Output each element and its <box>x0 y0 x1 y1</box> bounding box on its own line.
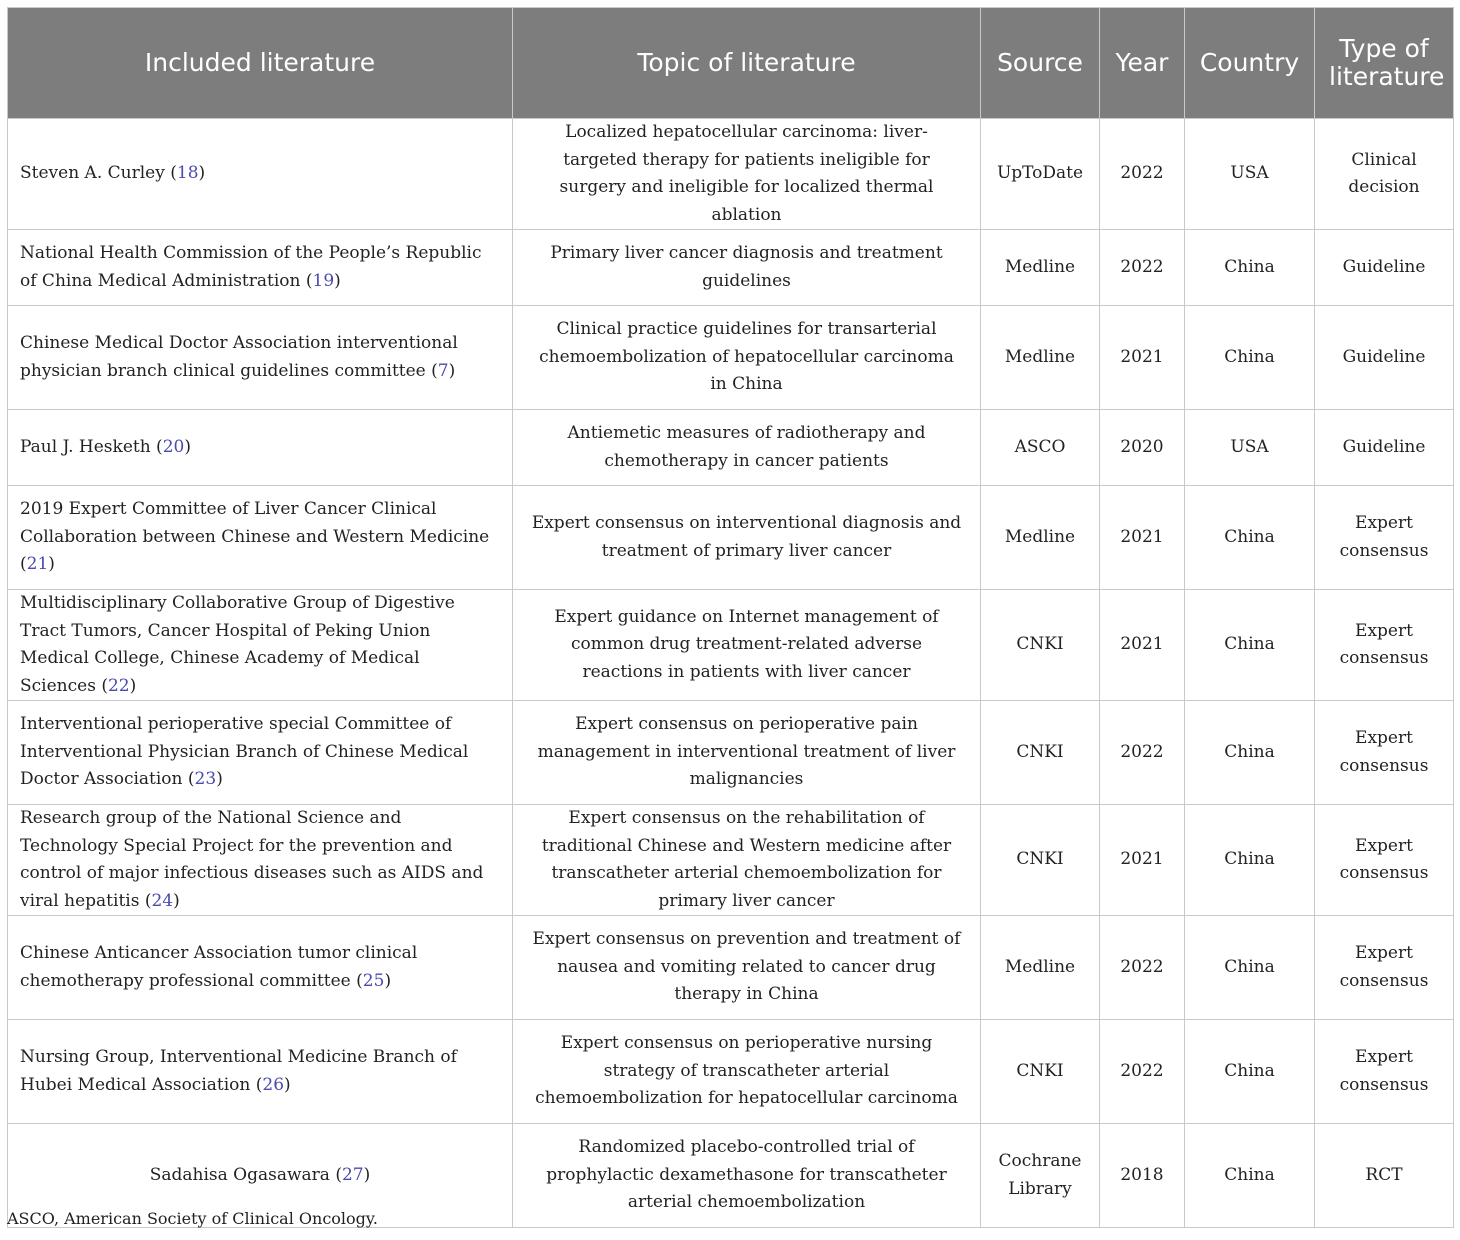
cell-year: 2022 <box>1100 1020 1185 1124</box>
reference-link[interactable]: 7 <box>437 360 449 381</box>
cell-included-literature: Sadahisa Ogasawara (27) <box>8 1124 513 1228</box>
cell-included-literature: Chinese Anticancer Association tumor clinical chemotherapy professional committee (25) <box>8 916 513 1020</box>
cell-topic: Randomized placebo-controlled trial of prophylactic dexamethasone for transcatheter arterial chemoembolization <box>513 1124 981 1228</box>
author-text: Sadahisa Ogasawara <box>149 1164 330 1185</box>
cell-year: 2022 <box>1100 230 1185 306</box>
cell-year: 2022 <box>1100 119 1185 230</box>
cell-country: China <box>1185 486 1315 590</box>
cell-year: 2018 <box>1100 1124 1185 1228</box>
cell-year: 2022 <box>1100 916 1185 1020</box>
reference-link[interactable]: 26 <box>262 1074 285 1095</box>
header-year: Year <box>1100 8 1185 119</box>
cell-topic: Localized hepatocellular carcinoma: liver-targeted therapy for patients ineligible for surgery and ineligible for localized thermal ablation <box>513 119 981 230</box>
table-row <box>8 306 1454 410</box>
cell-type: Expert consensus <box>1315 486 1454 590</box>
reference-link[interactable]: 21 <box>26 554 49 575</box>
author-text: 2019 Expert Committee of Liver Cancer Clinical Collaboration between Chinese and Western Medicine <box>20 499 490 547</box>
cell-type: Guideline <box>1315 306 1454 410</box>
cell-country: USA <box>1185 119 1315 230</box>
cell-included-literature: Chinese Medical Doctor Association interventional physician branch clinical guidelines committee (7) <box>8 306 513 410</box>
author-text: National Health Commission of the People’s Republic of China Medical Administration <box>20 243 482 291</box>
cell-country: China <box>1185 590 1315 701</box>
table-row <box>8 916 1454 1020</box>
cell-topic: Primary liver cancer diagnosis and treatment guidelines <box>513 230 981 306</box>
author-text: Chinese Anticancer Association tumor clinical chemotherapy professional committee <box>20 943 418 991</box>
reference-link[interactable]: 24 <box>151 890 174 911</box>
cell-topic: Expert consensus on prevention and treatment of nausea and vomiting related to cancer drug therapy in China <box>513 916 981 1020</box>
header-topic: Topic of literature <box>513 8 981 119</box>
cell-topic: Expert consensus on the rehabilitation of traditional Chinese and Western medicine after transcatheter arterial chemoembolization for primary liver cancer <box>513 805 981 916</box>
author-text: Chinese Medical Doctor Association interventional physician branch clinical guidelines committee <box>20 333 458 381</box>
cell-topic: Antiemetic measures of radiotherapy and chemotherapy in cancer patients <box>513 410 981 486</box>
cell-source: CNKI <box>981 701 1100 805</box>
cell-source: CNKI <box>981 1020 1100 1124</box>
cell-source: Cochrane Library <box>981 1124 1100 1228</box>
author-text: Steven A. Curley <box>20 163 165 184</box>
table-row <box>8 805 1454 916</box>
cell-country: China <box>1185 1020 1315 1124</box>
header-row <box>8 8 1454 119</box>
cell-year: 2022 <box>1100 701 1185 805</box>
cell-year: 2021 <box>1100 590 1185 701</box>
cell-country: China <box>1185 701 1315 805</box>
reference-link[interactable]: 27 <box>341 1164 364 1185</box>
cell-included-literature: Multidisciplinary Collaborative Group of Digestive Tract Tumors, Cancer Hospital of Peking Union Medical College, Chinese Academy of Medical Sciences (22) <box>8 590 513 701</box>
header-country: Country <box>1185 8 1315 119</box>
reference-link[interactable]: 25 <box>362 970 385 991</box>
cell-included-literature: National Health Commission of the People’s Republic of China Medical Administration (19) <box>8 230 513 306</box>
cell-year: 2021 <box>1100 486 1185 590</box>
cell-source: UpToDate <box>981 119 1100 230</box>
cell-source: Medline <box>981 230 1100 306</box>
cell-included-literature: Nursing Group, Interventional Medicine Branch of Hubei Medical Association (26) <box>8 1020 513 1124</box>
cell-source: Medline <box>981 916 1100 1020</box>
cell-source: Medline <box>981 306 1100 410</box>
cell-topic: Expert consensus on perioperative nursing strategy of transcatheter arterial chemoembolization for hepatocellular carcinoma <box>513 1020 981 1124</box>
reference-link[interactable]: 20 <box>162 436 185 457</box>
cell-type: Expert consensus <box>1315 805 1454 916</box>
cell-included-literature: Paul J. Hesketh (20) <box>8 410 513 486</box>
author-text: Interventional perioperative special Committee of Interventional Physician Branch of Chinese Medical Doctor Association <box>20 714 469 790</box>
cell-country: China <box>1185 230 1315 306</box>
author-text: Paul J. Hesketh <box>20 436 151 457</box>
table-row <box>8 590 1454 701</box>
header-source: Source <box>981 8 1100 119</box>
cell-country: USA <box>1185 410 1315 486</box>
cell-source: Medline <box>981 486 1100 590</box>
author-text: Research group of the National Science and Technology Special Project for the prevention and control of major infectious diseases such as AIDS and viral hepatitis <box>20 808 484 911</box>
cell-included-literature: Interventional perioperative special Committee of Interventional Physician Branch of Chinese Medical Doctor Association (23) <box>8 701 513 805</box>
table-row <box>8 230 1454 306</box>
cell-type: Expert consensus <box>1315 1020 1454 1124</box>
reference-link[interactable]: 19 <box>312 270 335 291</box>
table-row <box>8 410 1454 486</box>
header-included-literature: Included literature <box>8 8 513 119</box>
cell-year: 2021 <box>1100 805 1185 916</box>
cell-type: Expert consensus <box>1315 916 1454 1020</box>
cell-country: China <box>1185 916 1315 1020</box>
cell-type: Clinical decision <box>1315 119 1454 230</box>
cell-source: CNKI <box>981 590 1100 701</box>
cell-type: Guideline <box>1315 230 1454 306</box>
cell-year: 2021 <box>1100 306 1185 410</box>
author-text: Nursing Group, Interventional Medicine Branch of Hubei Medical Association <box>20 1047 457 1095</box>
cell-topic: Expert consensus on perioperative pain management in interventional treatment of liver malignancies <box>513 701 981 805</box>
cell-source: ASCO <box>981 410 1100 486</box>
reference-link[interactable]: 18 <box>176 163 199 184</box>
cell-included-literature: Research group of the National Science and Technology Special Project for the prevention and control of major infectious diseases such as AIDS and viral hepatitis (24) <box>8 805 513 916</box>
cell-type: RCT <box>1315 1124 1454 1228</box>
cell-included-literature: Steven A. Curley (18) <box>8 119 513 230</box>
reference-link[interactable]: 22 <box>107 675 130 696</box>
author-text: Multidisciplinary Collaborative Group of Digestive Tract Tumors, Cancer Hospital of Peking Union Medical College, Chinese Academy of Medical Sciences <box>20 593 455 696</box>
table-footnote: ASCO, American Society of Clinical Oncology. <box>7 1209 378 1228</box>
literature-table <box>7 7 1454 1228</box>
table-row <box>8 486 1454 590</box>
cell-type: Expert consensus <box>1315 590 1454 701</box>
cell-type: Expert consensus <box>1315 701 1454 805</box>
cell-country: China <box>1185 1124 1315 1228</box>
cell-country: China <box>1185 306 1315 410</box>
reference-link[interactable]: 23 <box>194 769 217 790</box>
table-row <box>8 119 1454 230</box>
cell-source: CNKI <box>981 805 1100 916</box>
cell-topic: Clinical practice guidelines for transarterial chemoembolization of hepatocellular carcinoma in China <box>513 306 981 410</box>
cell-topic: Expert consensus on interventional diagnosis and treatment of primary liver cancer <box>513 486 981 590</box>
cell-type: Guideline <box>1315 410 1454 486</box>
cell-year: 2020 <box>1100 410 1185 486</box>
cell-topic: Expert guidance on Internet management of common drug treatment-related adverse reactions in patients with liver cancer <box>513 590 981 701</box>
table-row <box>8 701 1454 805</box>
cell-country: China <box>1185 805 1315 916</box>
table-row <box>8 1020 1454 1124</box>
cell-included-literature: 2019 Expert Committee of Liver Cancer Clinical Collaboration between Chinese and Western Medicine (21) <box>8 486 513 590</box>
header-type: Type of literature <box>1315 8 1454 119</box>
